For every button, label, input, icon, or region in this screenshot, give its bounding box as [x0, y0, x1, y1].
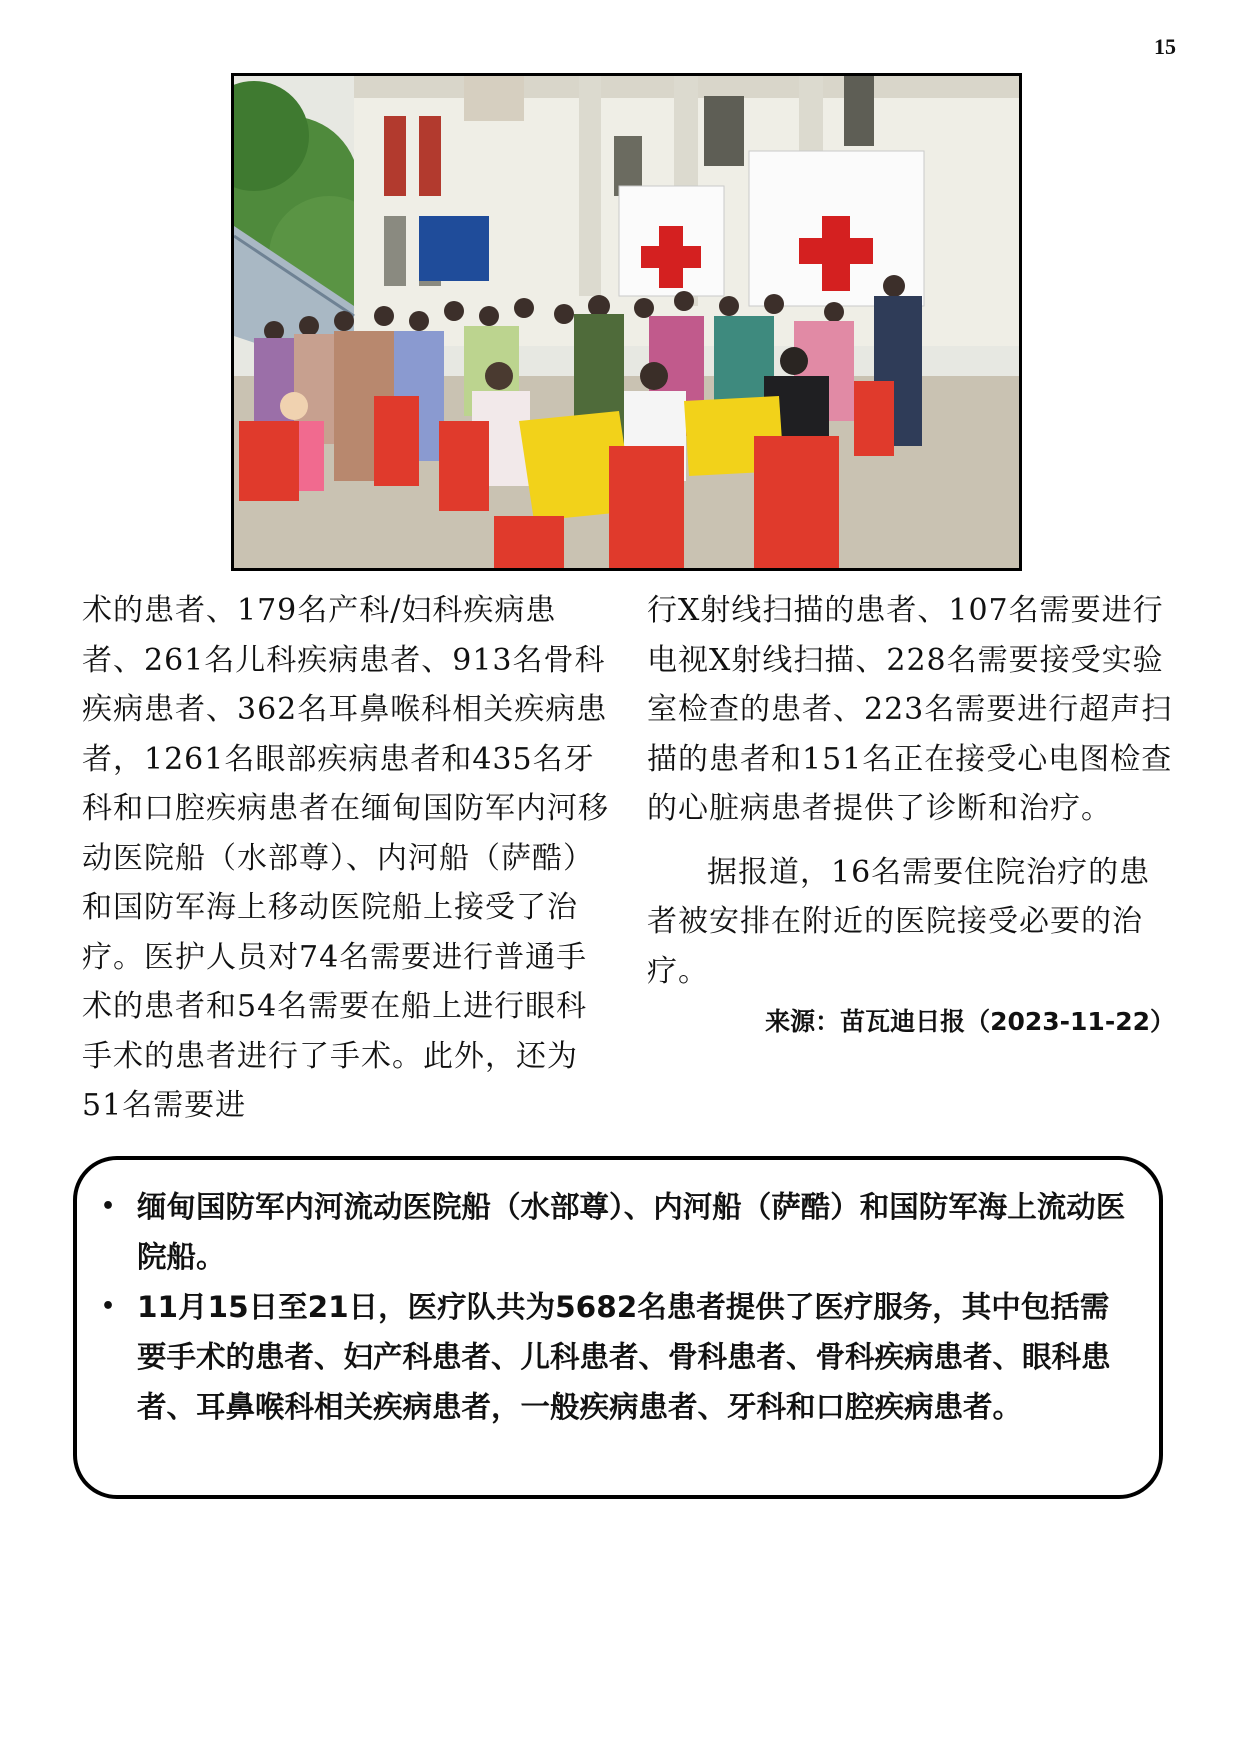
article-photo: [231, 73, 1022, 571]
summary-list: [77, 1160, 1159, 1432]
medical-camp-scene: [234, 76, 1019, 568]
summary-item-text: 缅甸国防军内河流动医院船（水部尊）、内河船（萨酷）和国防军海上流动医院船。: [137, 1190, 1126, 1274]
article-left-column: [82, 586, 610, 1131]
summary-item: [77, 1182, 1135, 1282]
article-right-column: [647, 586, 1175, 1042]
bullet-icon: •: [101, 1294, 116, 1319]
article-paragraph-2: 据报道，16名需要住院治疗的患者被安排在附近的医院接受必要的治疗。: [647, 854, 1151, 989]
summary-item: [77, 1282, 1135, 1432]
source-citation: 来源：苗瓦迪日报（2023-11-22）: [765, 1007, 1175, 1036]
summary-box: [73, 1156, 1163, 1499]
article-paragraph-1-part-2: 行X射线扫描的患者、107名需要进行电视X射线扫描、228名需要接受实验室检查的患者、223名需要进行超声扫描的患者和151名正在接受心电图检查的心脏病患者提供了诊断和治疗。: [647, 593, 1173, 826]
summary-item-text: 11月15日至21日，医疗队共为5682名患者提供了医疗服务，其中包括需要手术的患者、妇产科患者、儿科患者、骨科患者、骨科疾病患者、眼科患者、耳鼻喉科相关疾病患者，一般疾病患者、牙科和口腔疾病患者。: [137, 1290, 1111, 1424]
page-number: 15: [1154, 34, 1176, 59]
article-paragraph-1-part-1: 术的患者、179名产科/妇科疾病患者、261名儿科疾病患者、913名骨科疾病患者、362名耳鼻喉科相关疾病患者，1261名眼部疾病患者和435名牙科和口腔疾病患者在缅甸国防军内河移动医院船（水部尊）、内河船（萨酷）和国防军海上移动医院船上接受了治疗。医护人员对74名需要进行普通手术的患者和54名需要在船上进行眼科手术的患者进行了手术。此外，还为51名需要进: [82, 593, 609, 1123]
bullet-icon: •: [101, 1194, 116, 1219]
